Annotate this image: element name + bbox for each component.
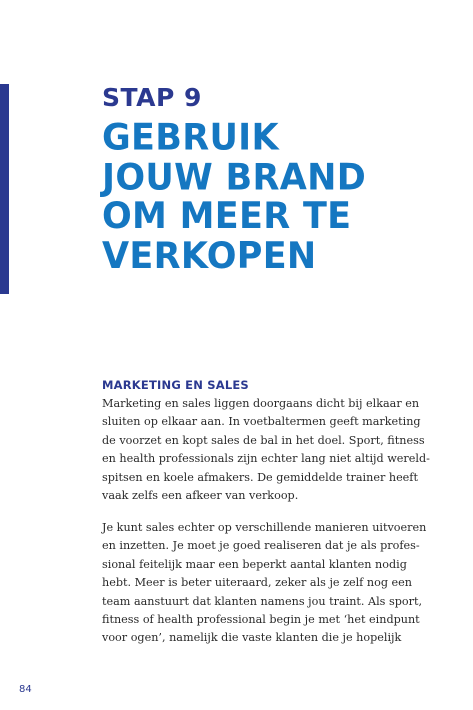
text-line: hebt. Meer is beter uiteraard, zeker als je zelf nog een bbox=[102, 576, 412, 590]
chapter-accent-bar bbox=[0, 84, 9, 294]
text-line: spitsen en koele afmakers. De gemiddelde trainer heeft bbox=[102, 470, 418, 484]
chapter-title-line: GEBRUIK bbox=[102, 116, 279, 159]
chapter-title-line: JOUW BRAND bbox=[102, 156, 367, 199]
chapter-title-line: OM MEER TE bbox=[102, 195, 352, 238]
text-line: sluiten op elkaar aan. In voetbaltermen geeft marketing bbox=[102, 415, 421, 429]
text-line: Je kunt sales echter op verschillende manieren uitvoeren bbox=[102, 521, 427, 534]
chapter-title-line: VERKOPEN bbox=[102, 235, 317, 278]
text-line: team aanstuurt dat klanten namens jou traint. Als sport, bbox=[102, 594, 423, 608]
text-line: en health professionals zijn echter lang niet altijd wereld- bbox=[102, 452, 430, 466]
text-line: fitness of health professional begin je met ‘het eindpunt bbox=[102, 613, 420, 627]
text-line: Marketing en sales liggen doorgaans dicht bij elkaar en bbox=[102, 397, 420, 410]
section-heading: MARKETING EN SALES bbox=[102, 378, 249, 392]
step-label: STAP 9 bbox=[102, 83, 202, 112]
page-number: 84 bbox=[19, 684, 32, 695]
chapter-title bbox=[102, 116, 442, 278]
text-line: en inzetten. Je moet je goed realiseren dat je als profes- bbox=[102, 539, 420, 553]
text-line: sional feitelijk maar een beperkt aantal klanten nodig bbox=[102, 557, 407, 571]
text-line: voor ogen’, namelijk die vaste klanten die je hopelijk bbox=[102, 631, 402, 645]
body-paragraph-2 bbox=[102, 519, 432, 648]
body-paragraph-1 bbox=[102, 395, 432, 505]
text-line: vaak zelfs een afkeer van verkoop. bbox=[102, 489, 299, 503]
text-line: de voorzet en kopt sales de bal in het doel. Sport, fitness bbox=[102, 433, 425, 447]
